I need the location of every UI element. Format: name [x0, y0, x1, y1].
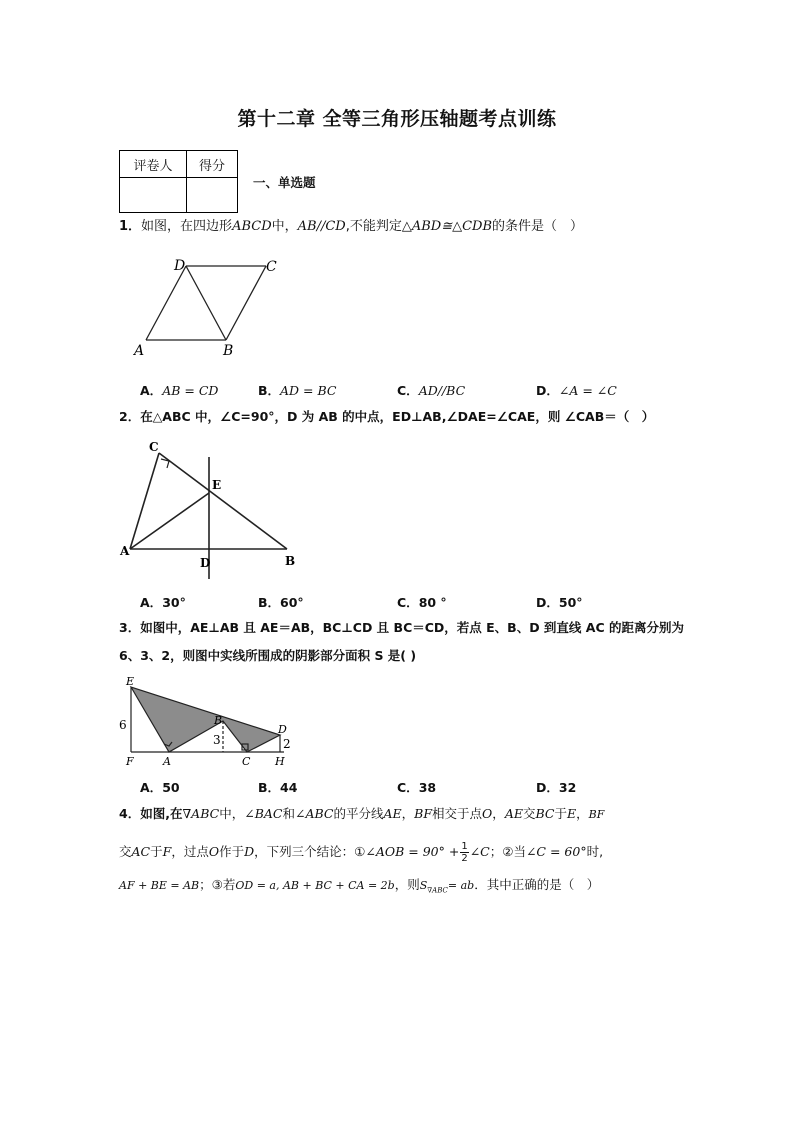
question-2-option-b[interactable]: B．60°	[258, 595, 304, 610]
score-table-header-score: 得分	[187, 151, 238, 178]
question-4-line-3: AF + BE = AB；③若OD = a, AB + BC + CA = 2b，则$S_{\nabla ABC}=$ ab．其中正确的是（ ）	[119, 877, 600, 895]
q3-label-d: D	[278, 723, 287, 736]
question-1-text: 1．如图，在四边形ABCD中，AB//CD,不能判定△ABD≅△CDB的条件是（ ）	[119, 219, 584, 234]
q2-label-e: E	[212, 478, 222, 492]
q1-label-b: B	[223, 343, 234, 359]
q1-label-c: C	[266, 259, 277, 275]
page-title: 第十二章 全等三角形压轴题考点训练	[237, 108, 557, 130]
q2-label-a: A	[120, 544, 130, 558]
question-2-option-d[interactable]: D．50°	[536, 595, 583, 610]
q3-label-6: 6	[119, 718, 127, 732]
question-1-option-a[interactable]: A．AB = CD	[140, 383, 219, 398]
question-4-line-2: 交AC于F，过点O作于D，下列三个结论：①∠AOB = 90° + $\frac{1}{2}$ ∠C；②当∠C = 60°时,	[119, 841, 604, 864]
question-2-text: 2．在△ABC 中，∠C=90°，D 为 AB 的中点，ED⊥AB,∠DAE=∠CAE，则 ∠CAB＝（ ）	[119, 409, 655, 424]
q3-label-a: A	[163, 755, 171, 768]
q1-label-a: A	[134, 343, 145, 359]
q3-label-b: B	[214, 714, 223, 727]
question-3-option-a[interactable]: A．50	[140, 780, 180, 795]
question-2-option-c[interactable]: C．80 °	[397, 595, 447, 610]
q3-label-e: E	[126, 675, 135, 688]
q3-label-h: H	[275, 755, 285, 768]
q3-label-3: 3	[213, 733, 221, 747]
question-3-option-c[interactable]: C．38	[397, 780, 437, 795]
score-table-cell-grader	[120, 178, 187, 213]
question-3-option-d[interactable]: D．32	[536, 780, 577, 795]
q3-label-c: C	[242, 755, 251, 768]
score-table-header-grader: 评卷人	[120, 151, 187, 178]
question-3-figure	[116, 673, 296, 769]
q2-label-d: D	[200, 556, 211, 570]
score-table-cell-score	[187, 178, 238, 213]
score-table	[119, 150, 238, 213]
q1-label-d: D	[174, 258, 186, 274]
fraction-one-half: $\frac{1}{2}$	[461, 841, 468, 864]
question-1-figure	[126, 254, 296, 360]
question-2-option-a[interactable]: A．30°	[140, 595, 186, 610]
question-1-option-c[interactable]: C．AD//BC	[397, 383, 466, 398]
q2-label-c: C	[149, 440, 159, 454]
question-4-line-1: 4．如图,在∇ABC中，∠BAC和∠ABC的平分线AE，BF相交于点O，AE交BC于E，BF	[119, 806, 605, 821]
question-2-figure	[119, 437, 305, 581]
question-1-option-d[interactable]: D．∠A = ∠C	[536, 383, 617, 398]
question-3-line-1: 3．如图中，AE⊥AB 且 AE＝AB，BC⊥CD 且 BC＝CD，若点 E、B、D 到直线 AC 的距离分别为	[119, 620, 684, 635]
q2-label-b: B	[285, 554, 296, 568]
question-1-option-b[interactable]: B．AD = BC	[258, 383, 337, 398]
q3-label-2: 2	[283, 737, 291, 751]
section-heading: 一、单选题	[253, 175, 316, 190]
question-3-option-b[interactable]: B．44	[258, 780, 298, 795]
q3-label-f: F	[126, 755, 134, 768]
question-3-line-2: 6、3、2，则图中实线所围成的阴影部分面积 S 是( )	[119, 648, 417, 663]
